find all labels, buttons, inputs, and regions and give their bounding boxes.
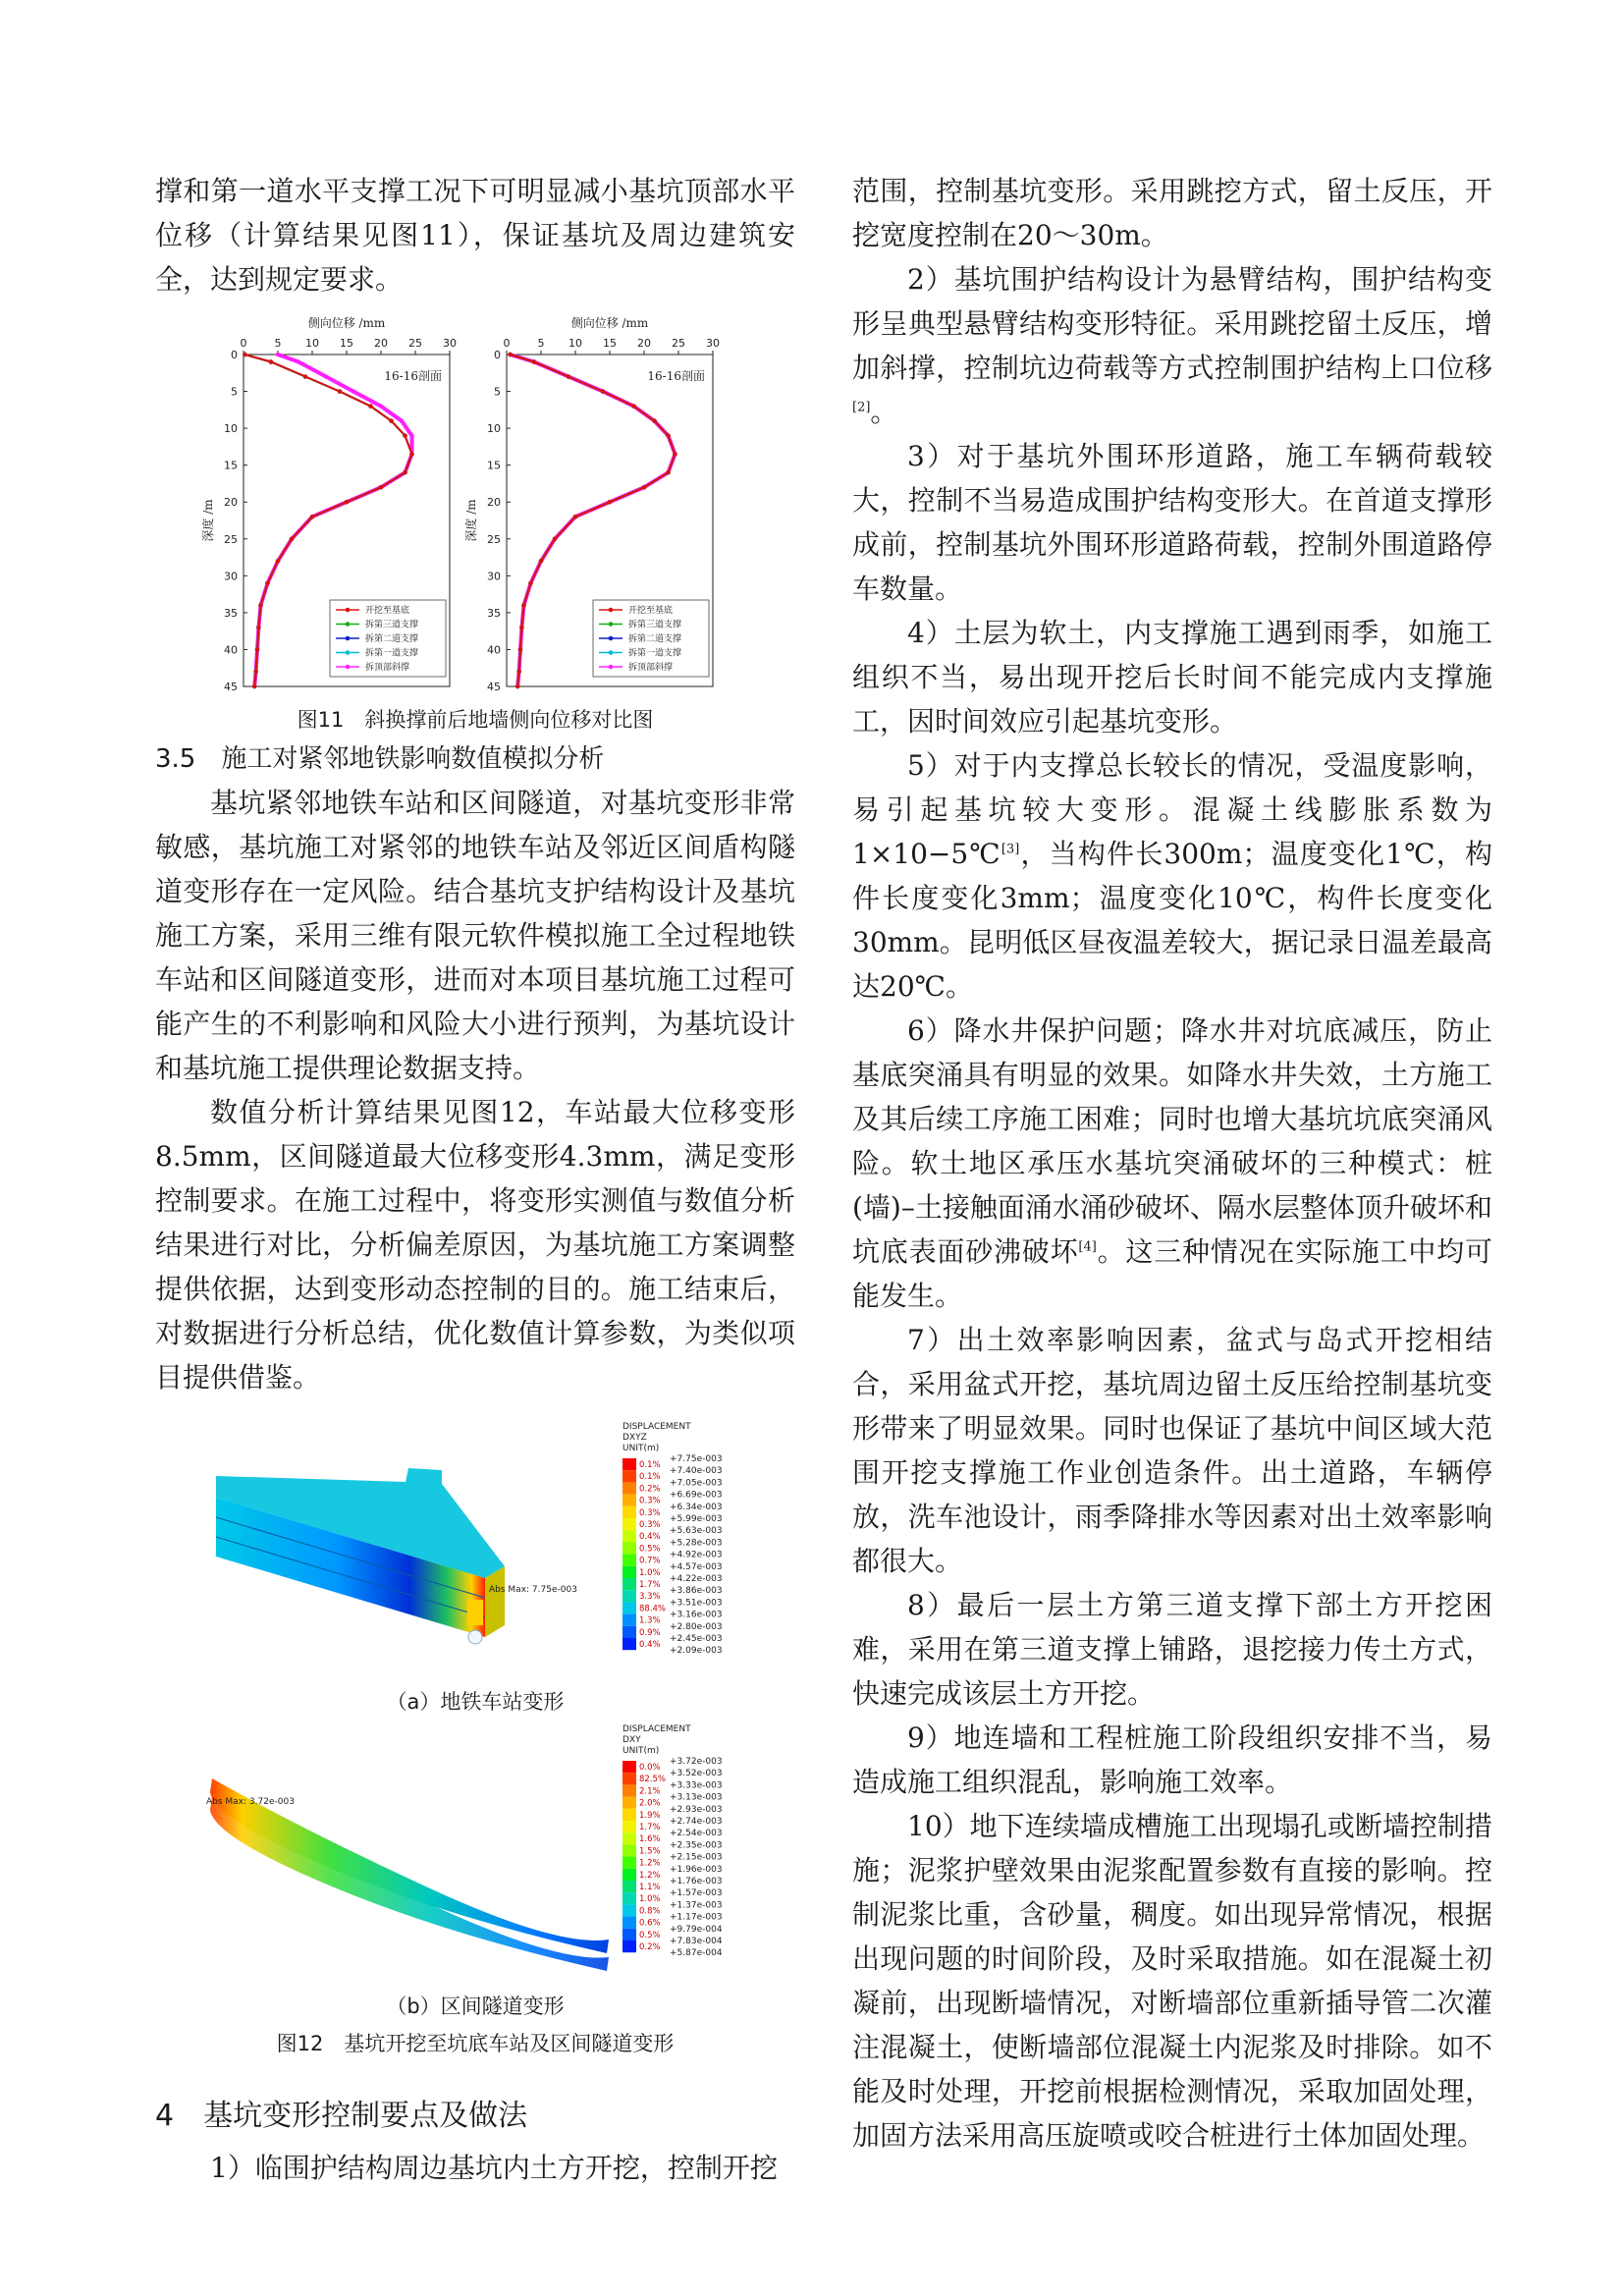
y-tick-label: 0	[231, 349, 238, 361]
tunnel-legend-unit: UNIT(m)	[622, 1746, 660, 1756]
station-colorbar-cell	[622, 1626, 636, 1638]
fig11-xaxis-title: 侧向位移 /mm	[570, 316, 649, 330]
tunnel-model	[210, 1778, 609, 1971]
tunnel-colorbar-cell	[622, 1832, 636, 1844]
legend-label: 拆第三道支撑	[365, 620, 419, 630]
item-9: 9）地连墙和工程桩施工阶段组织安排不当，易造成施工组织混乱，影响施工效率。	[852, 1722, 1492, 1798]
fig11-yaxis-title: 深度 /m	[464, 499, 478, 542]
station-colorbar-cell	[622, 1555, 636, 1566]
station-colorbar-cell	[622, 1518, 636, 1530]
item-3: 3）对于基坑外围环形道路，施工车辆荷载较大，控制不当易造成围护结构变形大。在首道支撑形成前，控制基坑外围环形道路荷载，控制外围道路停车数量。	[852, 440, 1492, 605]
item-8: 8）最后一层土方第三道支撑下部土方开挖困难，采用在第三道支撑上铺路，退挖接力传土方式，快速完成该层土方开挖。	[852, 1589, 1492, 1710]
legend-marker	[346, 636, 351, 641]
y-tick-label: 20	[487, 496, 501, 510]
tunnel-colorbar-value: +2.35e-003	[670, 1840, 723, 1851]
figure-11	[155, 315, 795, 734]
y-tick-label: 25	[487, 532, 501, 546]
station-colorbar-value: +3.16e-003	[670, 1610, 723, 1620]
station-colorbar-value: +5.28e-003	[670, 1538, 723, 1549]
paragraph-3-5-a: 基坑紧邻地铁车站和区间隧道，对基坑变形非常敏感，基坑施工对紧邻的地铁车站及邻近区间盾构隧道变形存在一定风险。结合基坑支护结构设计及基坑施工方案，采用三维有限元软件模拟施工全过程地铁车站和区间隧道变形，进而对本项目基坑施工过程可能产生的不利影响和风险大小进行预判，为基坑设计和基坑施工提供理论数据支持。	[155, 787, 795, 1084]
tunnel-colorbar-cell	[622, 1869, 636, 1881]
tunnel-colorbar-cell	[622, 1761, 636, 1773]
station-colorbar-cell	[622, 1506, 636, 1518]
data-point	[403, 433, 406, 437]
x-tick-label: 30	[706, 337, 720, 350]
station-colorbar-value: +7.40e-003	[670, 1466, 723, 1477]
y-tick-label: 25	[224, 532, 238, 546]
fig11-svg	[155, 315, 795, 698]
station-colorbar-pct: 1.7%	[639, 1580, 661, 1590]
tunnel-colorbar-value: +1.96e-003	[670, 1864, 723, 1875]
legend-label: 拆顶部斜撑	[365, 663, 410, 673]
fig11-panel-2	[463, 316, 720, 693]
y-tick-label: 40	[224, 643, 238, 657]
data-point	[276, 353, 280, 356]
x-tick-label: 15	[340, 337, 353, 350]
y-tick-label: 5	[494, 385, 501, 399]
data-point	[368, 404, 372, 408]
tunnel-colorbar-value: +3.72e-003	[670, 1757, 723, 1767]
tunnel-absmax-label: Abs Max: 3.72e-003	[206, 1797, 295, 1807]
tunnel-colorbar-cell	[622, 1821, 636, 1832]
x-tick-label: 0	[503, 337, 511, 350]
tunnel-colorbar-pct: 0.5%	[639, 1930, 661, 1941]
station-colorbar-cell	[622, 1566, 636, 1578]
y-tick-label: 35	[224, 606, 238, 620]
data-point	[553, 537, 557, 541]
tunnel-colorbar-value: +9.79e-004	[670, 1924, 723, 1935]
legend-marker	[609, 608, 614, 613]
data-point	[276, 559, 280, 563]
tunnel-legend-title: DISPLACEMENT	[622, 1724, 691, 1734]
section-3-5-heading: 3.5 施工对紧邻地铁影响数值模拟分析	[155, 744, 605, 774]
station-colorbar-value: +2.09e-003	[670, 1646, 723, 1657]
data-point	[324, 374, 328, 378]
paragraph-3-5-b: 数值分析计算结果见图12，车站最大位移变形8.5mm，区间隧道最大位移变形4.3mm，满足变形控制要求。在施工过程中，将变形实测值与数值分析结果进行对比，分析偏差原因，为基坑施工方案调整提供依据，达到变形动态控制的目的。施工结束后，对数据进行分析总结，优化数值计算参数，为类似项目提供借鉴。	[155, 1096, 795, 1394]
data-point	[290, 537, 294, 541]
data-point	[573, 515, 577, 519]
y-tick-label: 40	[487, 643, 501, 657]
station-colorbar-cell	[622, 1614, 636, 1626]
y-tick-label: 15	[224, 459, 238, 472]
tunnel-colorbar-pct: 1.2%	[639, 1858, 661, 1869]
y-tick-label: 30	[224, 570, 238, 583]
section-4-heading: 4 基坑变形控制要点及做法	[155, 2099, 528, 2133]
station-colorbar-pct: 0.3%	[639, 1507, 661, 1518]
ref-2: [2]	[852, 400, 871, 415]
x-tick-label: 30	[443, 337, 457, 350]
tunnel-colorbar-pct: 0.2%	[639, 1942, 661, 1952]
item-10: 10）地下连续墙成槽施工出现塌孔或断墙控制措施；泥浆护壁效果由泥浆配置参数有直接的影响。控制泥浆比重，含砂量，稠度。如出现异常情况，根据出现问题的时间阶段，及时采取措施。如在混凝土初凝前，出现断墙情况，对断墙部位重新插导管二次灌注混凝土，使断墙部位混凝土内泥浆及时排除。如不能及时处理，开挖前根据检测情况，采取加固处理，加固方法采用高压旋喷或咬合桩进行土体加固处理。	[852, 1810, 1492, 2152]
station-colorbar-value: +5.99e-003	[670, 1514, 723, 1524]
data-point	[252, 684, 256, 688]
tunnel-colorbar-cell	[622, 1797, 636, 1809]
station-colorbar-value: +2.80e-003	[670, 1621, 723, 1632]
station-legend-component: DXYZ	[622, 1433, 647, 1443]
tunnel-colorbar-value: +2.54e-003	[670, 1829, 723, 1839]
legend-label: 拆第二道支撑	[628, 634, 682, 644]
figure-12	[155, 1419, 795, 2057]
tunnel-colorbar-value: +2.74e-003	[670, 1817, 723, 1827]
data-point	[666, 470, 670, 474]
station-colorbar-cell	[622, 1638, 636, 1650]
station-colorbar-value: +5.63e-003	[670, 1526, 723, 1537]
station-colorbar-cell	[622, 1458, 636, 1470]
data-point	[567, 374, 570, 378]
data-point	[403, 470, 406, 474]
legend-marker	[346, 622, 351, 627]
tunnel-colorbar-value: +3.52e-003	[670, 1769, 723, 1779]
fig11-panel-label: 16-16剖面	[384, 369, 442, 383]
station-colorbar-cell	[622, 1482, 636, 1494]
station-colorbar-value: +2.45e-003	[670, 1634, 723, 1644]
tunnel-colorbar-pct: 82.5%	[639, 1775, 667, 1785]
item-5-text-a: 5）对于内支撑总长较长的情况，受温度影响，易引起基坑较大变形。混凝土线膨胀系数为1×10−5℃	[852, 749, 1492, 870]
data-point	[255, 647, 259, 651]
legend-label: 开挖至基底	[628, 606, 674, 616]
legend-label: 拆第三道支撑	[628, 620, 682, 630]
legend-marker	[609, 636, 614, 641]
y-tick-label: 35	[487, 606, 501, 620]
station-legend-unit: UNIT(m)	[622, 1444, 660, 1453]
legend-marker	[346, 608, 351, 613]
data-point	[666, 433, 670, 437]
y-tick-label: 15	[487, 459, 501, 472]
x-tick-label: 5	[537, 337, 545, 350]
tunnel-colorbar-cell	[622, 1857, 636, 1869]
data-point	[338, 389, 342, 393]
station-colorbar-pct: 3.3%	[639, 1592, 661, 1603]
station-colorbar-cell	[622, 1578, 636, 1590]
left-column	[155, 169, 795, 2190]
data-point	[642, 485, 646, 489]
data-point	[379, 485, 383, 489]
station-colorbar-value: +7.05e-003	[670, 1478, 723, 1489]
tunnel-colorbar-pct: 1.0%	[639, 1894, 661, 1905]
legend-marker	[609, 665, 614, 670]
tunnel-colorbar-value: +7.83e-004	[670, 1937, 723, 1946]
tunnel-colorbar-value: +1.17e-003	[670, 1912, 723, 1923]
data-point	[652, 418, 656, 422]
station-absmax-label: Abs Max: 7.75e-003	[489, 1585, 577, 1595]
x-tick-label: 10	[568, 337, 582, 350]
legend-label: 拆第一道支撑	[628, 648, 682, 659]
data-point	[409, 433, 413, 437]
tunnel-colorbar-value: +1.57e-003	[670, 1888, 723, 1899]
station-end-face	[485, 1566, 505, 1637]
tunnel-colorbar-pct: 1.5%	[639, 1846, 661, 1857]
tunnel-colorbar-pct: 1.1%	[639, 1883, 661, 1892]
tunnel-colorbar-cell	[622, 1941, 636, 1952]
data-point	[269, 359, 273, 363]
tunnel-colorbar-pct: 0.0%	[639, 1763, 661, 1773]
fig12a-svg	[155, 1419, 795, 1682]
station-colorbar-cell	[622, 1542, 636, 1554]
station-colorbar-value: +4.92e-003	[670, 1550, 723, 1560]
legend-marker	[346, 650, 351, 655]
station-colorbar-pct: 0.5%	[639, 1544, 661, 1555]
tunnel-legend-component: DXY	[622, 1735, 641, 1745]
x-tick-label: 25	[408, 337, 422, 350]
station-colorbar-value: +3.51e-003	[670, 1598, 723, 1609]
data-point	[518, 647, 522, 651]
station-model	[214, 1468, 509, 1644]
tunnel-colorbar-pct: 2.1%	[639, 1786, 661, 1797]
data-point	[297, 359, 300, 363]
tunnel-colorbar-value: +2.15e-003	[670, 1852, 723, 1863]
station-colorbar-pct: 0.1%	[639, 1460, 661, 1470]
paragraph-continuation: 撑和第一道水平支撑工况下可明显减小基坑顶部水平位移（计算结果见图11），保证基坑及周边建筑安全，达到规定要求。	[155, 175, 795, 296]
item-7: 7）出土效率影响因素，盆式与岛式开挖相结合，采用盆式开挖，基坑周边留土反压给控制基坑变形带来了明显效果。同时也保证了基坑中间区域大范围开挖支撑施工作业创造条件。出土道路，车辆停放，洗车池设计，雨季降排水等因素对出土效率影响都很大。	[852, 1324, 1492, 1577]
station-colorbar-pct: 0.1%	[639, 1472, 661, 1483]
tunnel-colorbar-cell	[622, 1881, 636, 1892]
tunnel-colorbar-cell	[622, 1929, 636, 1941]
item-6-text-a: 6）降水井保护问题；降水井对坑底减压，防止基底突涌具有明显的效果。如降水井失效，土方施工及其后续工序施工困难；同时也增大基坑坑底突涌风险。软土地区承压水基坑突涌破坏的三种模式：桩(墙)–土接触面涌水涌砂破坏、隔水层整体顶升破坏和坑底表面砂沸破坏	[852, 1014, 1492, 1268]
tunnel-colorbar-pct: 1.7%	[639, 1823, 661, 1832]
fig11-panel-label: 16-16剖面	[647, 369, 705, 383]
tunnel-colorbar-cell	[622, 1904, 636, 1916]
tunnel-colorbar-pct: 1.9%	[639, 1810, 661, 1821]
data-point	[352, 389, 355, 393]
x-tick-label: 0	[240, 337, 247, 350]
data-point	[389, 418, 393, 422]
y-tick-label: 20	[224, 496, 238, 510]
station-colorbar-value: +6.34e-003	[670, 1502, 723, 1512]
tunnel-colorbar-cell	[622, 1784, 636, 1796]
data-point	[265, 581, 269, 585]
item-6	[852, 1009, 1492, 1318]
y-tick-label: 5	[231, 385, 238, 399]
y-tick-label: 45	[224, 681, 238, 693]
data-point	[608, 500, 612, 504]
station-colorbar-value: +3.86e-003	[670, 1586, 723, 1597]
y-tick-label: 0	[494, 349, 501, 361]
fig12a-caption: （a）地铁车站变形	[386, 1690, 565, 1714]
tunnel-colorbar-value: +2.93e-003	[670, 1804, 723, 1815]
data-point	[379, 404, 383, 408]
tunnel-colorbar-cell	[622, 1773, 636, 1784]
tunnel-colorbar-value: +5.87e-004	[670, 1948, 723, 1959]
tunnel-colorbar-value: +3.13e-003	[670, 1792, 723, 1803]
data-point	[256, 626, 260, 629]
data-point	[310, 515, 314, 519]
tunnel-colorbar-value: +1.37e-003	[670, 1900, 723, 1911]
station-colorbar-pct: 1.0%	[639, 1567, 661, 1578]
data-point	[508, 353, 512, 356]
legend-marker	[609, 622, 614, 627]
station-colorbar-value: +4.57e-003	[670, 1561, 723, 1572]
station-end-opening	[467, 1600, 483, 1625]
data-point	[519, 626, 523, 629]
station-colorbar-pct: 0.3%	[639, 1496, 661, 1506]
paragraph-4-1: 1）临围护结构周边基坑内土方开挖，控制开挖	[210, 2152, 778, 2184]
tunnel-colorbar-cell	[622, 1892, 636, 1904]
station-legend-title: DISPLACEMENT	[622, 1422, 691, 1432]
data-point	[345, 500, 349, 504]
fig12b-svg	[155, 1722, 795, 1987]
data-point	[409, 452, 413, 456]
x-tick-label: 15	[603, 337, 617, 350]
data-point	[539, 559, 543, 563]
station-colorbar-pct: 0.7%	[639, 1556, 661, 1566]
data-point	[253, 670, 257, 674]
x-tick-label: 10	[305, 337, 319, 350]
item-2	[852, 257, 1492, 434]
tunnel-colorbar-value: +1.76e-003	[670, 1877, 723, 1886]
data-point	[631, 404, 635, 408]
tunnel-colorbar-pct: 1.6%	[639, 1834, 661, 1845]
tunnel-colorbar-pct: 0.6%	[639, 1918, 661, 1929]
x-tick-label: 25	[672, 337, 685, 350]
tunnel-colorbar-pct: 0.8%	[639, 1906, 661, 1917]
station-colorbar-pct: 0.4%	[639, 1640, 661, 1650]
data-point	[673, 452, 676, 456]
data-point	[258, 603, 262, 607]
data-point	[243, 353, 246, 356]
x-tick-label: 5	[274, 337, 282, 350]
right-column	[852, 169, 1492, 2158]
data-point	[601, 389, 605, 393]
station-colorbar-value: +6.69e-003	[670, 1490, 723, 1501]
legend-label: 拆第一道支撑	[365, 648, 419, 659]
station-end-ring	[468, 1630, 482, 1644]
legend-marker	[346, 665, 351, 670]
item-5-text-b: ，当构件长300m；温度变化1℃，构件长度变化3mm；温度变化10℃，构件长度变化30mm。昆明低区昼夜温差较大，据记录日温差最高达20℃。	[852, 838, 1492, 1003]
station-colorbar-cell	[622, 1495, 636, 1506]
legend-label: 拆顶部斜撑	[628, 663, 674, 673]
station-colorbar-pct: 0.3%	[639, 1520, 661, 1530]
item-2-end: 。	[870, 396, 898, 428]
data-point	[532, 359, 536, 363]
data-point	[303, 374, 307, 378]
x-tick-label: 20	[637, 337, 651, 350]
item-1-continued: 范围，控制基坑变形。采用跳挖方式，留土反压，开挖宽度控制在20～30m。	[852, 175, 1492, 251]
legend-label: 拆第二道支撑	[365, 634, 419, 644]
tunnel-colorbar-pct: 1.2%	[639, 1870, 661, 1881]
station-colorbar-value: +7.75e-003	[670, 1454, 723, 1464]
item-5	[852, 743, 1492, 1009]
tunnel-colorbar-value: +3.33e-003	[670, 1780, 723, 1791]
ref-3: [3]	[1001, 842, 1020, 857]
fig12-caption: 图12 基坑开挖至坑底车站及区间隧道变形	[276, 2032, 675, 2055]
tunnel-colorbar-pct: 2.0%	[639, 1798, 661, 1809]
station-colorbar-value: +4.22e-003	[670, 1574, 723, 1584]
tunnel-colorbar-cell	[622, 1844, 636, 1856]
station-colorbar-pct: 0.2%	[639, 1484, 661, 1495]
fig11-panel-1	[200, 316, 457, 693]
station-colorbar-pct: 0.9%	[639, 1627, 661, 1638]
fig11-xaxis-title: 侧向位移 /mm	[307, 316, 386, 330]
y-tick-label: 45	[487, 681, 501, 693]
item-2-text: 2）基坑围护结构设计为悬臂结构，围护结构变形呈典型悬臂结构变形特征。采用跳挖留土反压，增加斜撑，控制坑边荷载等方式控制围护结构上口位移	[852, 263, 1492, 384]
station-colorbar-pct: 0.4%	[639, 1532, 661, 1543]
y-tick-label: 10	[487, 422, 501, 436]
station-colorbar-pct: 88.4%	[639, 1604, 667, 1614]
fig11-yaxis-title: 深度 /m	[201, 499, 215, 542]
station-colorbar-cell	[622, 1590, 636, 1602]
station-colorbar-cell	[622, 1530, 636, 1542]
station-colorbar-cell	[622, 1602, 636, 1613]
fig11-caption: 图11 斜换撑前后地墙侧向位移对比图	[297, 708, 654, 732]
y-tick-label: 10	[224, 422, 238, 436]
station-colorbar-pct: 1.3%	[639, 1615, 661, 1626]
tunnel-colorbar-cell	[622, 1809, 636, 1821]
y-tick-label: 30	[487, 570, 501, 583]
data-point	[521, 603, 525, 607]
x-tick-label: 20	[374, 337, 388, 350]
data-point	[400, 418, 404, 422]
data-point	[515, 684, 519, 688]
fig12b-caption: （b）区间隧道变形	[386, 1995, 565, 2018]
item-6-text-b: 。这三种情况在实际施工中均可能发生。	[852, 1235, 1492, 1312]
legend-marker	[609, 650, 614, 655]
legend-label: 开挖至基底	[365, 606, 410, 616]
data-point	[516, 670, 520, 674]
data-point	[528, 581, 532, 585]
ref-4: [4]	[1078, 1239, 1097, 1255]
item-4: 4）土层为软土，内支撑施工遇到雨季，如施工组织不当，易出现开挖后长时间不能完成内支撑施工，因时间效应引起基坑变形。	[852, 617, 1492, 738]
tunnel-colorbar-cell	[622, 1917, 636, 1929]
station-colorbar-cell	[622, 1470, 636, 1482]
